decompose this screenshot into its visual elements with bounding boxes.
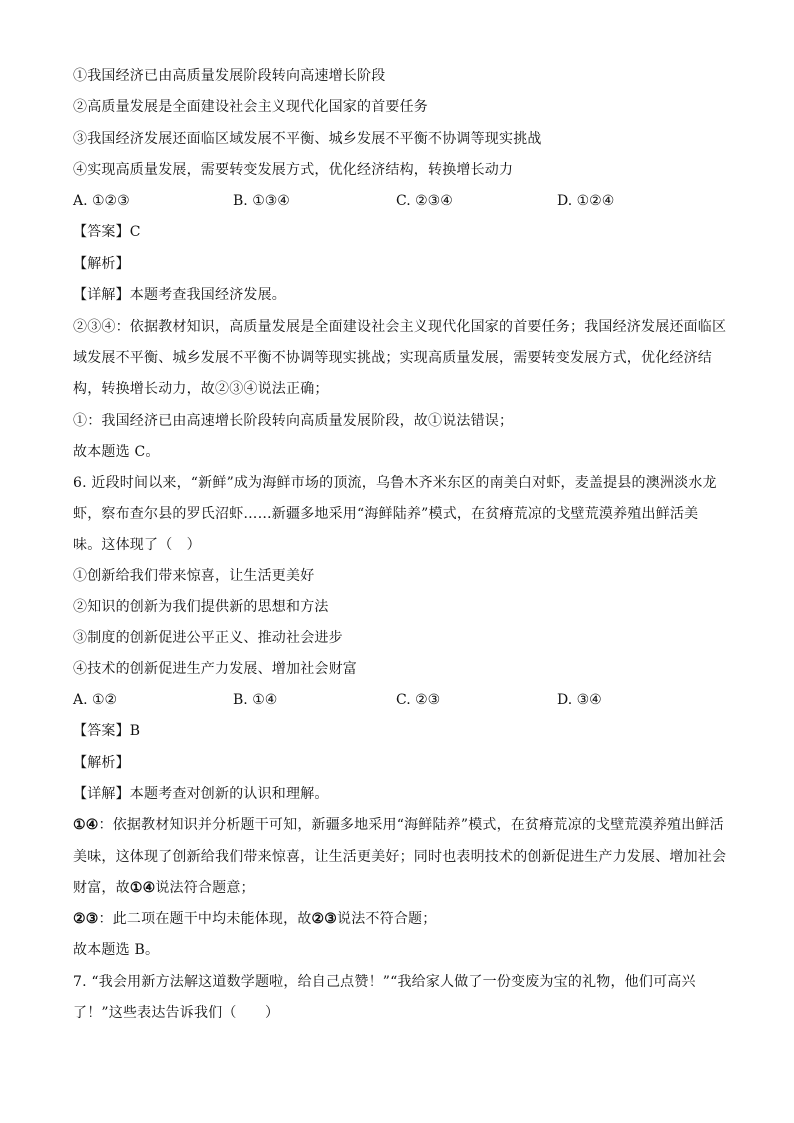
q6-conclusion: 故本题选 B。 [73, 942, 160, 958]
q6-explain-line1-text: ：依据教材知识并分析题干可知，新疆多地采用“海鲜陆养”模式，在贫瘠荒凉的戈壁荒漠养殖出鲜活 [98, 817, 724, 833]
q5-conclusion: 故本题选 C。 [73, 444, 160, 460]
q5-item-4: ④实现高质量发展，需要转变发展方式，优化经济结构，转换增长动力 [73, 162, 514, 178]
q6-wrong-mid: ：此二项在题干中均未能体现，故 [98, 911, 312, 927]
q6-wrong-line [73, 910, 723, 928]
q5-option-c: C. ②③④ [396, 193, 453, 209]
q6-wrong-prefix: ②③ [73, 911, 99, 927]
q5-option-d: D. ①②④ [557, 193, 615, 209]
q6-stem-line-1: 6. 近段时间以来，“新鲜”成为海鲜市场的顶流，乌鲁木齐米东区的南美白对虾，麦盖提县的澳洲淡水龙 [73, 475, 717, 491]
q6-explain-line3-a: 财富，故 [73, 880, 130, 896]
q5-item-2: ②高质量发展是全面建设社会主义现代化国家的首要任务 [73, 99, 428, 115]
q6-stem-line-3: 味。这体现了（ ） [73, 537, 201, 553]
q6-wrong-end: 说法不符合题； [337, 911, 437, 927]
q5-option-b: B. ①③④ [233, 193, 290, 209]
q5-explain-line-3: 构，转换增长动力，故②③④说法正确； [73, 381, 329, 397]
q7-stem-line-2: 了！”这些表达告诉我们（ ） [73, 1005, 280, 1021]
q6-explain-line3-b: 说法符合题意； [155, 880, 255, 896]
q7-stem-line-1: 7. “我会用新方法解这道数学题啦，给自己点赞！”“我给家人做了一份变废为宝的礼物，他们可高兴 [73, 974, 696, 990]
q6-option-b: B. ①④ [233, 692, 278, 708]
q6-explain-prefix: ①④ [73, 817, 99, 833]
q6-analysis-label: 【解析】 [73, 755, 130, 771]
q5-detail: 【详解】本题考查我国经济发展。 [73, 287, 286, 303]
q6-explain-line-2: 美味，这体现了创新给我们带来惊喜，让生活更美好；同时也表明技术的创新促进生产力发展、增加社会 [73, 849, 727, 865]
q6-explain-line3-bold: ①④ [129, 880, 156, 896]
q6-item-4: ④技术的创新促进生产力发展、增加社会财富 [73, 661, 357, 677]
q5-wrong-line: ①：我国经济已由高速增长阶段转向高质量发展阶段，故①说法错误； [73, 413, 514, 429]
q5-answer: 【答案】C [73, 224, 141, 240]
q6-explain-line-3 [73, 879, 723, 897]
q6-item-2: ②知识的创新为我们提供新的思想和方法 [73, 599, 329, 615]
q6-item-1: ①创新给我们带来惊喜，让生活更美好 [73, 568, 315, 584]
q6-option-a: A. ①② [73, 692, 118, 708]
q5-item-1: ①我国经济已由高质量发展阶段转向高速增长阶段 [73, 68, 386, 84]
q6-option-d: D. ③④ [557, 692, 602, 708]
q6-wrong-bold: ②③ [311, 911, 338, 927]
q6-answer: 【答案】B [73, 723, 141, 739]
q6-stem-line-2: 虾，察布查尔县的罗氏沼虾……新疆多地采用“海鲜陆养”模式，在贫瘠荒凉的戈壁荒漠养殖出鲜活美 [73, 506, 699, 522]
q5-options [73, 192, 723, 210]
q5-item-3: ③我国经济发展还面临区域发展不平衡、城乡发展不平衡不协调等现实挑战 [73, 131, 542, 147]
q6-options [73, 691, 723, 709]
q5-explain-line-1: ②③④：依据教材知识，高质量发展是全面建设社会主义现代化国家的首要任务；我国经济发展还面临区 [73, 319, 727, 335]
q6-item-3: ③制度的创新促进公平正义、推动社会进步 [73, 630, 343, 646]
q5-explain-line-2: 域发展不平衡、城乡发展不平衡不协调等现实挑战；实现高质量发展，需要转变发展方式，优化经济结 [73, 350, 712, 366]
q5-analysis-label: 【解析】 [73, 256, 130, 272]
q6-explain-line-1 [73, 816, 723, 834]
q6-option-c: C. ②③ [396, 692, 441, 708]
q6-detail: 【详解】本题考查对创新的认识和理解。 [73, 786, 329, 802]
q5-option-a: A. ①②③ [73, 193, 130, 209]
